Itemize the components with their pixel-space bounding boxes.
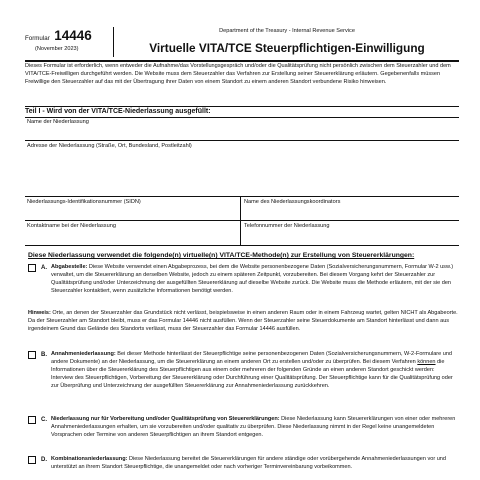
site-address-label: Adresse der Niederlassung (Straße, Ort, Bundesland, Postleitzahl): [27, 143, 192, 149]
option-b: [28, 351, 458, 390]
option-d-checkbox[interactable]: [28, 456, 36, 464]
option-a-title: Abgabestelle:: [51, 264, 88, 270]
row3-rule: [25, 220, 459, 221]
hinweis-note: [28, 310, 458, 334]
row4-divider: [240, 220, 241, 245]
hinweis-body: Orte, an denen der Steuerzahler das Grundstück nicht verlässt, beispielsweise in einen anderen Raum oder in einem Fahrzeug wartet, gelten NICHT als Abgabeorte. Da der Steuerzahler am Standort bleibt, muss er das Formular 14446 nicht ausfüllen. Wenn der Steuerzahler seine Steuerdokumente am Standort hinterlässt und dann aus irgendeinem Grund das Gelände des Standorts verlässt, muss der Steuerzahler das Formular 14446 ausfüllen.: [28, 310, 458, 332]
option-b-letter: B.: [41, 352, 47, 358]
option-c-title: Niederlassung nur für Vorbereitung und/oder Qualitätsprüfung von Steuererklärungen:: [51, 416, 280, 422]
part1-top-rule: [25, 106, 459, 107]
option-a: [28, 264, 458, 296]
form-number-block: [25, 27, 107, 52]
option-c-checkbox[interactable]: [28, 416, 36, 424]
option-b-underlined: können: [417, 358, 436, 365]
phone-label: Telefonnummer der Niederlassung: [244, 223, 330, 229]
option-b-checkbox[interactable]: [28, 351, 36, 359]
form-number: 14446: [54, 28, 92, 43]
intro-paragraph: Dieses Formular ist erforderlich, wenn entweder die Aufnahme/das Vorstellungsgespräch und/oder die Qualitätsprüfung nicht persönlich zwischen dem Steuerzahler und dem VITA/TCE-Freiwilligen durchgeführt werden. Die Website muss dem Steuerzahler das Verfahren zur Erstellung seiner Steuererklärung erläutern. Gegebenenfalls müssen Freiwillige den Steuerzahler auf das mit der Übertragung ihrer Daten von einem Standort zu einem anderen Standort verbundene Risiko hinweisen.: [25, 63, 451, 85]
row4-rule: [25, 245, 459, 246]
form-title: Virtuelle VITA/TCE Steuerpflichtigen-Einwilligung: [149, 41, 425, 55]
form-date: (November 2023): [35, 46, 79, 52]
form-label: Formular: [25, 35, 50, 42]
site-address-rule: [25, 196, 459, 197]
coordinator-label: Name des Niederlassungskoordinators: [244, 199, 341, 205]
option-c-text: [51, 416, 458, 440]
header-rule: [25, 60, 459, 62]
option-c-body: Diese Niederlassung kann Steuererklärungen von einer oder mehreren Annahmeniederlassungen erhalten, um sie vorzubereiten und/oder qualitativ zu überprüfen. Diese Niederlassung nimmt in der Regel keine unangemeldeten Vorsprachen oder Termine von anderen Steuerpflichtigen an ihrem Standort entgegen.: [51, 416, 456, 438]
option-b-title: Annahmeniederlassung:: [51, 351, 116, 357]
option-a-text: [51, 264, 458, 296]
part1-heading-rule: [25, 117, 459, 118]
methods-heading: Diese Niederlassung verwendet die folgende(n) virtuelle(n) VITA/TCE-Methode(n) zur Erstellung von Steuererklärungen:: [28, 252, 415, 259]
option-b-text: [51, 351, 458, 390]
option-a-checkbox[interactable]: [28, 264, 36, 272]
option-b-body-2: die Informationen über die Steuererklärung des Steuerpflichtigen aus einem oder mehreren der folgenden Gründe an einen anderen Standort geschickt werden: Interview des Steuerpflichtigen, Vorbereitung der Steuererklärung oder Durchführung einer Qualitätsprüfung. Der Steuerpflichtige kann für die Qualitätsprüfung oder zur Überprüfung und Unterzeichnung der ausgefüllten Steuererklärung zur Annahmeniederlassung zurückkehren.: [51, 358, 453, 389]
site-name-rule: [25, 140, 459, 141]
option-d-title: Kombinationsniederlassung:: [51, 456, 128, 462]
option-d-body: Diese Niederlassung bereitet die Steuererklärungen für andere ständige oder vorübergehende Annahmeniederlassungen vor und unterstützt an ihrem Standort Steuerpflichtige, die unangemeldet oder nach vorheriger Terminvereinbarung vorbeikommen.: [51, 456, 446, 470]
header-separator: [113, 27, 114, 57]
option-c-letter: C.: [41, 417, 47, 423]
option-a-body: Diese Website verwendet einen Abgabeprozess, bei dem die Website personenbezogene Daten (Sozialversicherungsnummern, Formular W-2 usw.) verwaltet, um die Steuererklärung an derselben Website, jedoch zu einem späteren Zeitpunkt, vorzubereiten. Bei diesem Vorgang kehrt der Steuerzahler zur Qualitätsprüfung und/oder Unterzeichnung der ausgefüllten Steuererklärung auf dieselbe Website zurück. Die Website muss die Methode erläutern, mit der sie den Steuerzahler kontaktiert, wenn zusätzliche Informationen benötigt werden.: [51, 264, 454, 294]
sidn-label: Niederlassungs-Identifikationsnummer (SIDN): [27, 199, 141, 205]
part1-heading: Teil I - Wird von der VITA/TCE-Niederlassung ausgefüllt:: [25, 108, 211, 115]
department-line: Department of the Treasury - Internal Revenue Service: [219, 28, 355, 34]
option-b-body-1: Bei dieser Methode hinterlässt der Steuerpflichtige seine personenbezogenen Daten (Sozialversicherungsnummern, W-2-Formulare und andere Dokumente) an der Niederlassung, um die Steuererklärung an einem anderen Ort zu erstellen und/oder zu überprüfen. Bei diesem Verfahren: [51, 351, 453, 365]
contact-name-label: Kontaktname bei der Niederlassung: [27, 223, 116, 229]
option-c: [28, 416, 458, 440]
site-name-label: Name der Niederlassung: [27, 119, 89, 125]
option-d: [28, 456, 458, 472]
row3-divider: [240, 196, 241, 220]
hinweis-title: Hinweis:: [28, 310, 51, 316]
option-a-letter: A.: [41, 265, 47, 271]
option-d-text: [51, 456, 458, 472]
form-header: [25, 27, 459, 57]
option-d-letter: D.: [41, 457, 47, 463]
